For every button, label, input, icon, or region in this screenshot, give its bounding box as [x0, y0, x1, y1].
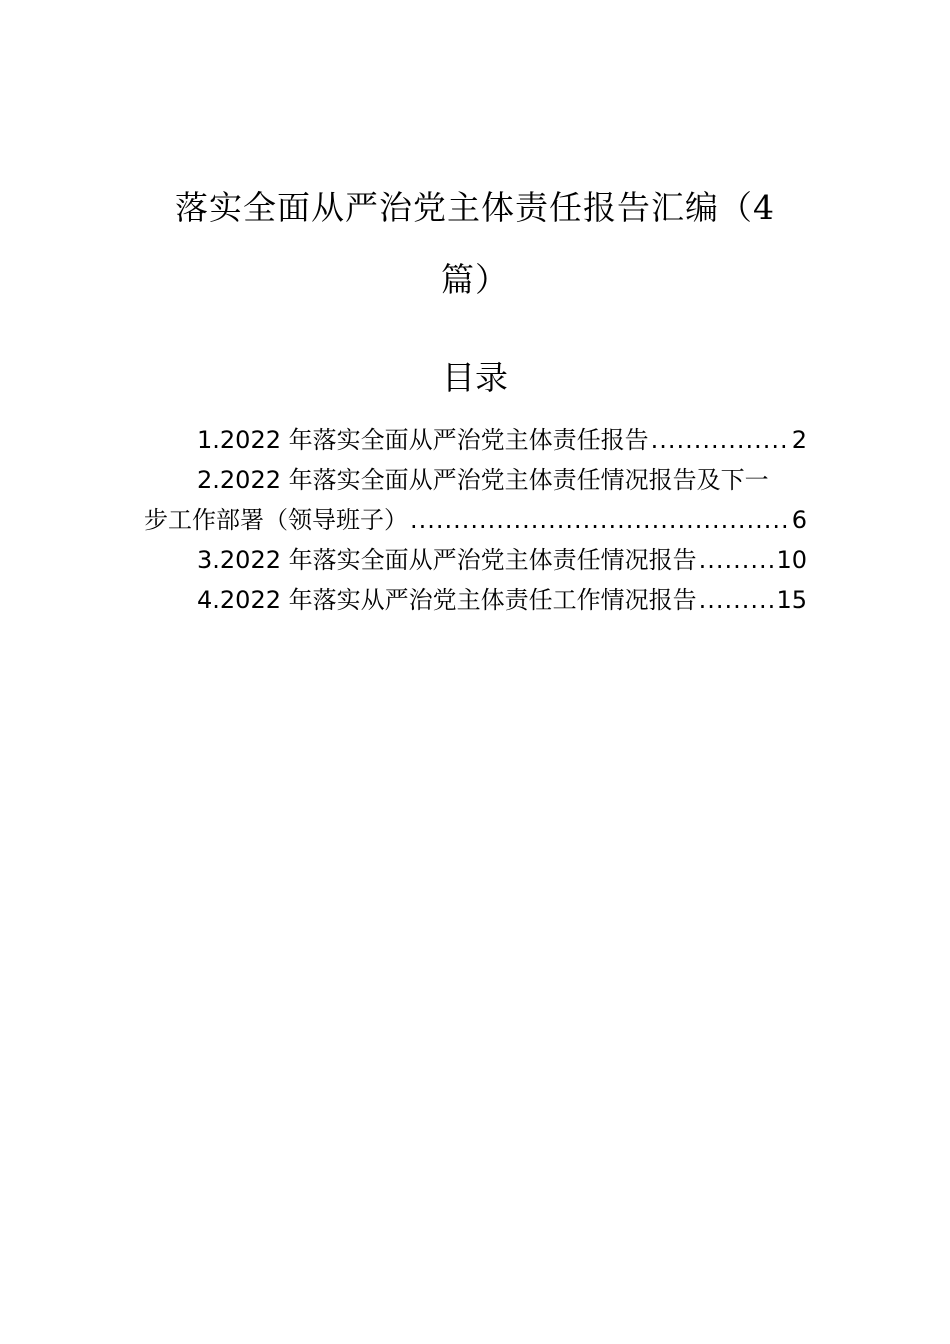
toc-dot-leader — [410, 500, 790, 540]
toc-page-number: 15 — [776, 586, 807, 614]
toc-entry-1[interactable] — [144, 420, 807, 460]
toc-page-number: 2 — [791, 426, 807, 454]
toc-dot-leader — [699, 580, 775, 620]
toc-heading: 目录 — [442, 358, 508, 397]
toc-dot-leader — [651, 420, 790, 460]
table-of-contents — [144, 420, 824, 620]
toc-dot-leader — [699, 540, 775, 580]
toc-page-number: 10 — [776, 546, 807, 574]
document-title: 落实全面从严治党主体责任报告汇编（4篇） — [175, 188, 775, 299]
toc-entry-4[interactable] — [144, 580, 807, 620]
toc-entry-title: 3.2022 年落实全面从严治党主体责任情况报告 — [197, 546, 697, 574]
toc-entry-title-line1: 2.2022 年落实全面从严治党主体责任情况报告及下一 — [197, 466, 769, 494]
toc-entry-title: 1.2022 年落实全面从严治党主体责任报告 — [197, 426, 649, 454]
toc-entry-title-line2: 步工作部署（领导班子） — [144, 506, 408, 534]
toc-entry-2[interactable] — [144, 460, 824, 540]
toc-entry-title: 4.2022 年落实从严治党主体责任工作情况报告 — [197, 586, 697, 614]
toc-entry-3[interactable] — [144, 540, 807, 580]
toc-page-number: 6 — [791, 506, 807, 534]
toc-entry-line2 — [144, 500, 807, 540]
